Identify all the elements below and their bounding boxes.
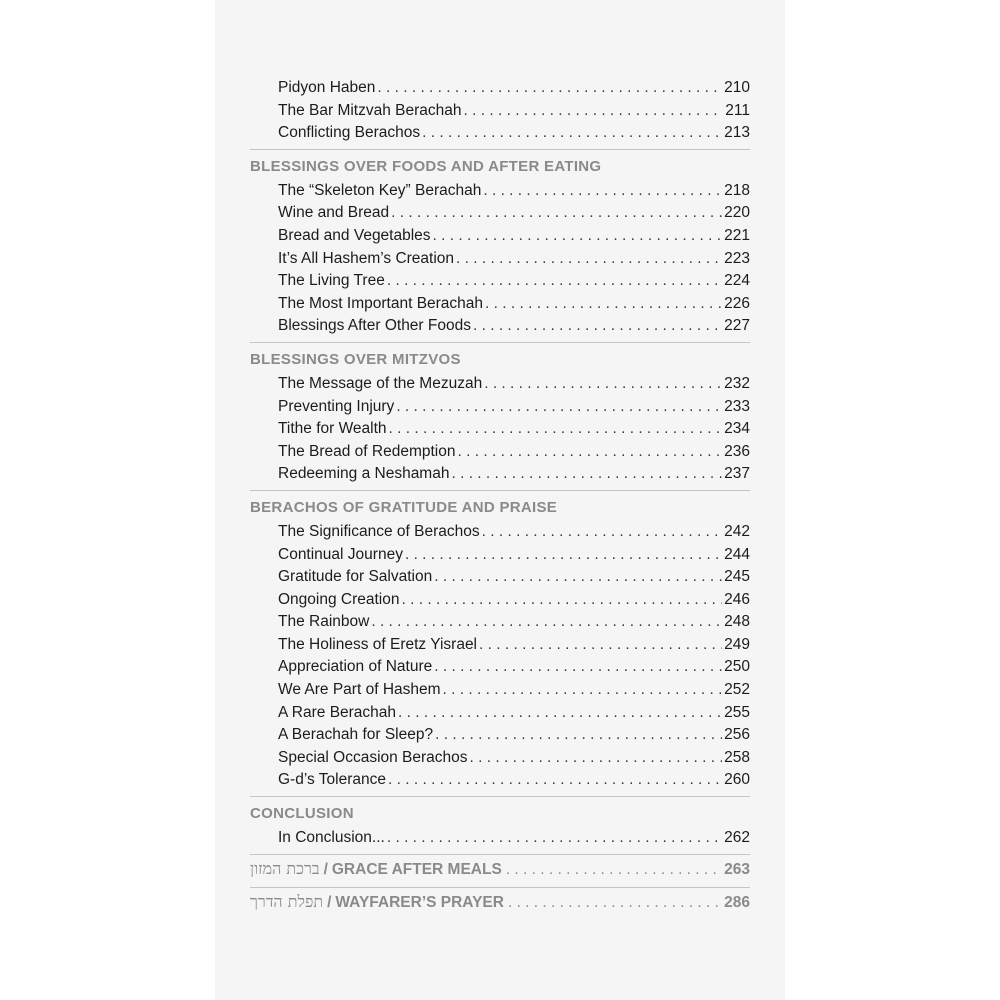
- entry-page-number: 210: [724, 79, 750, 96]
- dot-leader: [479, 634, 722, 657]
- entry-title: A Berachah for Sleep?: [278, 726, 434, 744]
- entry-page-number: 244: [724, 545, 750, 563]
- entry-title: Wine and Bread: [278, 204, 390, 222]
- entry-page-number: 248: [724, 613, 750, 631]
- entry-page-number: 223: [724, 249, 750, 267]
- dot-leader: [443, 679, 723, 702]
- entry-page-number: 286: [724, 893, 750, 911]
- entry-page-number: 226: [724, 294, 750, 312]
- toc-entry: [278, 122, 750, 145]
- entry-page-number: 258: [724, 748, 750, 766]
- entry-title: We Are Part of Hashem: [278, 681, 441, 699]
- entry-page-number: 245: [724, 568, 750, 586]
- toc-entry: [278, 418, 750, 441]
- entry-title: The Significance of Berachos: [278, 522, 480, 540]
- dot-leader: [485, 293, 722, 316]
- toc-top-entry-wayfarer: [250, 888, 750, 916]
- toc-entry: [278, 202, 750, 225]
- toc-entry: [278, 521, 750, 544]
- intro-entries: [250, 77, 750, 145]
- title-separator: /: [323, 860, 328, 878]
- entry-page-number: 232: [724, 374, 750, 392]
- dot-leader: [377, 77, 722, 100]
- dot-leader: [473, 315, 722, 338]
- entry-title: Appreciation of Nature: [278, 658, 433, 676]
- toc-entry: [278, 656, 750, 679]
- dot-leader: [391, 202, 722, 225]
- entry-title: Pidyon Haben: [278, 79, 376, 96]
- entry-page-number: 263: [724, 860, 750, 878]
- toc-entry: [278, 77, 750, 100]
- entry-title: The “Skeleton Key” Berachah: [278, 181, 482, 199]
- dot-leader: [483, 180, 722, 203]
- entry-title: Redeeming a Neshamah: [278, 465, 450, 483]
- entry-page-number: 221: [724, 226, 750, 244]
- entry-title: The Holiness of Eretz Yisrael: [278, 635, 478, 653]
- entry-page-number: 213: [724, 124, 750, 142]
- section-heading-gratitude: BERACHOS OF GRATITUDE AND PRAISE: [250, 498, 558, 516]
- toc-entry: [278, 747, 750, 770]
- toc-entry: [278, 315, 750, 338]
- dot-leader: [508, 889, 722, 917]
- section-heading-foods: BLESSINGS OVER FOODS AND AFTER EATING: [250, 157, 602, 175]
- entry-page-number: 237: [724, 465, 750, 483]
- entry-page-number: 256: [724, 726, 750, 744]
- entry-title: Gratitude for Salvation: [278, 568, 433, 586]
- dot-leader: [470, 747, 723, 770]
- entry-title: Special Occasion Berachos: [278, 748, 468, 766]
- dot-leader: [434, 656, 722, 679]
- toc-entry: [278, 463, 750, 486]
- dot-leader: [435, 724, 722, 747]
- toc-entry: [278, 679, 750, 702]
- dot-leader: [371, 611, 722, 634]
- entry-title: Bread and Vegetables: [278, 226, 431, 244]
- toc-top-entry-grace: [250, 855, 750, 883]
- dot-leader: [464, 100, 724, 123]
- entry-title: Conflicting Berachos: [278, 124, 421, 142]
- dot-leader: [387, 827, 722, 850]
- entry-title: The Bread of Redemption: [278, 442, 456, 460]
- entry-page-number: 234: [724, 420, 750, 438]
- dot-leader: [456, 248, 722, 271]
- entry-title: The Message of the Mezuzah: [278, 374, 483, 392]
- toc-entry: [278, 100, 750, 123]
- entry-title: Preventing Injury: [278, 397, 395, 415]
- dot-leader: [434, 566, 722, 589]
- toc-entry: [278, 248, 750, 271]
- toc-entry: [278, 396, 750, 419]
- entry-title: Ongoing Creation: [278, 590, 400, 608]
- toc-entry: [278, 702, 750, 725]
- entry-title: The Rainbow: [278, 613, 370, 631]
- toc-entry: [278, 611, 750, 634]
- dot-leader: [389, 418, 723, 441]
- toc-entry: [278, 827, 750, 850]
- section-divider: [250, 342, 750, 343]
- toc-entry: [278, 724, 750, 747]
- entry-page-number: 224: [724, 272, 750, 290]
- entry-title: The Bar Mitzvah Berachah: [278, 101, 462, 119]
- toc-entry: [278, 225, 750, 248]
- section-divider: [250, 796, 750, 797]
- hebrew-title: ברכת המזון: [250, 858, 320, 878]
- dot-leader: [388, 769, 722, 792]
- entry-page-number: 260: [724, 771, 750, 789]
- section-heading-conclusion: CONCLUSION: [250, 805, 354, 823]
- entry-title: GRACE AFTER MEALS: [331, 860, 502, 878]
- dot-leader: [433, 225, 723, 248]
- entry-page-number: 236: [724, 442, 750, 460]
- toc-entry: [278, 566, 750, 589]
- toc-entry: [278, 634, 750, 657]
- entry-page-number: 255: [724, 703, 750, 721]
- entry-page-number: 218: [724, 181, 750, 199]
- toc-entry: [278, 373, 750, 396]
- dot-leader: [451, 463, 722, 486]
- section-gratitude-entries: [250, 521, 750, 792]
- entry-title: WAYFARER’S PRAYER: [335, 893, 504, 911]
- toc-entry: [278, 544, 750, 567]
- toc-entry: [278, 270, 750, 293]
- entry-title: G-d’s Tolerance: [278, 771, 386, 789]
- entry-page-number: 242: [724, 522, 750, 540]
- dot-leader: [396, 396, 722, 419]
- toc-entry: [278, 589, 750, 612]
- entry-page-number: 233: [724, 397, 750, 415]
- toc-entry: [278, 769, 750, 792]
- hebrew-title: תפלת הדרך: [250, 891, 324, 911]
- dot-leader: [458, 441, 723, 464]
- dot-leader: [484, 373, 722, 396]
- toc-entry: [278, 180, 750, 203]
- dot-leader: [398, 702, 722, 725]
- section-foods-entries: [250, 180, 750, 338]
- section-divider: [250, 149, 750, 150]
- dot-leader: [482, 521, 723, 544]
- dot-leader: [422, 122, 722, 145]
- entry-page-number: 250: [724, 658, 750, 676]
- table-of-contents: [250, 77, 750, 916]
- entry-title: The Most Important Berachah: [278, 294, 484, 312]
- section-conclusion-entries: [250, 827, 750, 850]
- title-separator: /: [327, 893, 332, 911]
- dot-leader: [402, 589, 723, 612]
- entry-title: A Rare Berachah: [278, 703, 397, 721]
- entry-title: Blessings After Other Foods: [278, 317, 471, 335]
- entry-page-number: 227: [724, 317, 750, 335]
- section-heading-mitzvos: BLESSINGS OVER MITZVOS: [250, 350, 461, 368]
- toc-entry: [278, 441, 750, 464]
- entry-title: Tithe for Wealth: [278, 420, 387, 438]
- entry-title: The Living Tree: [278, 272, 385, 290]
- entry-page-number: 246: [724, 590, 750, 608]
- entry-page-number: 252: [724, 681, 750, 699]
- dot-leader: [405, 544, 722, 567]
- entry-title: It’s All Hashem’s Creation: [278, 249, 455, 267]
- entry-page-number: 211: [725, 101, 750, 119]
- section-mitzvos-entries: [250, 373, 750, 486]
- entry-page-number: 262: [724, 829, 750, 847]
- section-divider: [250, 490, 750, 491]
- entry-page-number: 220: [724, 204, 750, 222]
- entry-page-number: 249: [724, 635, 750, 653]
- entry-title: In Conclusion...: [278, 829, 385, 847]
- dot-leader: [506, 856, 722, 884]
- toc-entry: [278, 293, 750, 316]
- dot-leader: [387, 270, 722, 293]
- entry-title: Continual Journey: [278, 545, 403, 563]
